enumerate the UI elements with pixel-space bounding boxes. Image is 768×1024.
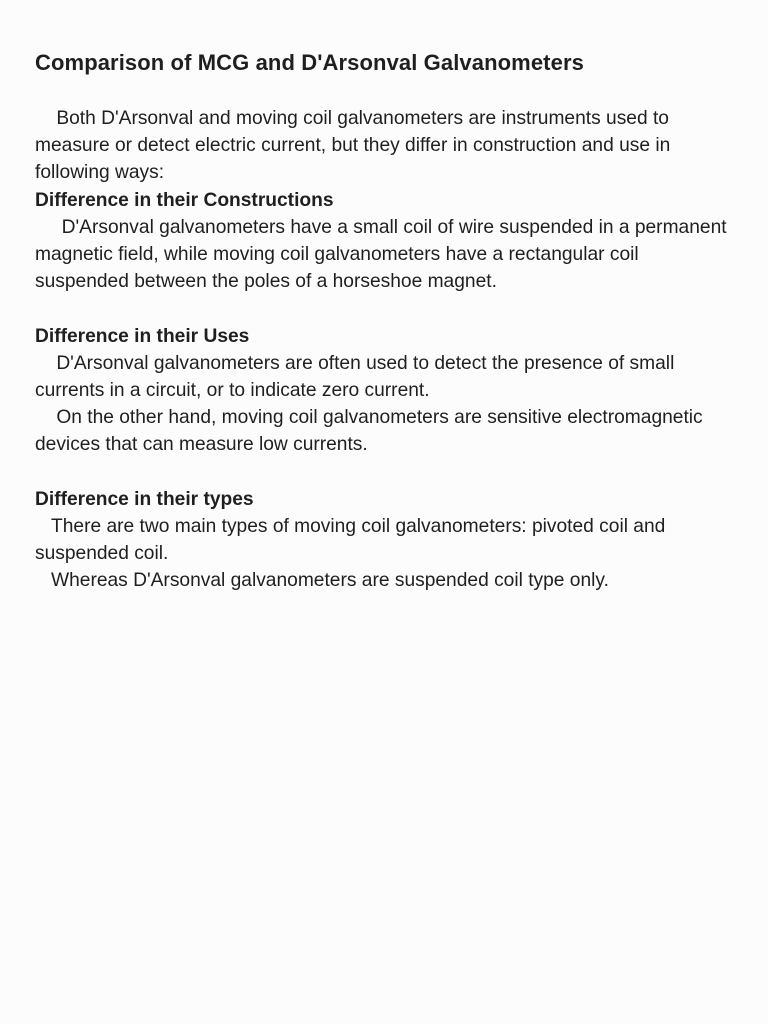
- document-page: [35, 48, 735, 595]
- document-title: Comparison of MCG and D'Arsonval Galvanometers: [35, 50, 584, 75]
- uses-paragraph-2: On the other hand, moving coil galvanometers are sensitive electromagnetic devices that can measure low currents.: [35, 407, 708, 456]
- section-heading-types: Difference in their types: [35, 488, 254, 510]
- uses-paragraph-1: D'Arsonval galvanometers are often used to detect the presence of small currents in a circuit, or to indicate zero current.: [35, 352, 680, 402]
- types-paragraph-2: Whereas D'Arsonval galvanometers are suspended coil type only.: [35, 570, 609, 592]
- section-heading-uses: Difference in their Uses: [35, 325, 250, 347]
- section-heading-constructions: Difference in their Constructions: [35, 189, 334, 211]
- paragraph-spacer: [35, 295, 735, 322]
- paragraph-spacer: [35, 459, 735, 486]
- intro-paragraph: Both D'Arsonval and moving coil galvanometers are instruments used to measure or detect electric current, but they differ in construction and use in following ways:: [35, 108, 676, 184]
- types-paragraph-1: There are two main types of moving coil galvanometers: pivoted coil and suspended coil.: [35, 516, 671, 565]
- constructions-paragraph: D'Arsonval galvanometers have a small coil of wire suspended in a permanent magnetic field, while moving coil galvanometers have a rectangular coil suspended between the poles of a horseshoe magnet.: [35, 216, 732, 293]
